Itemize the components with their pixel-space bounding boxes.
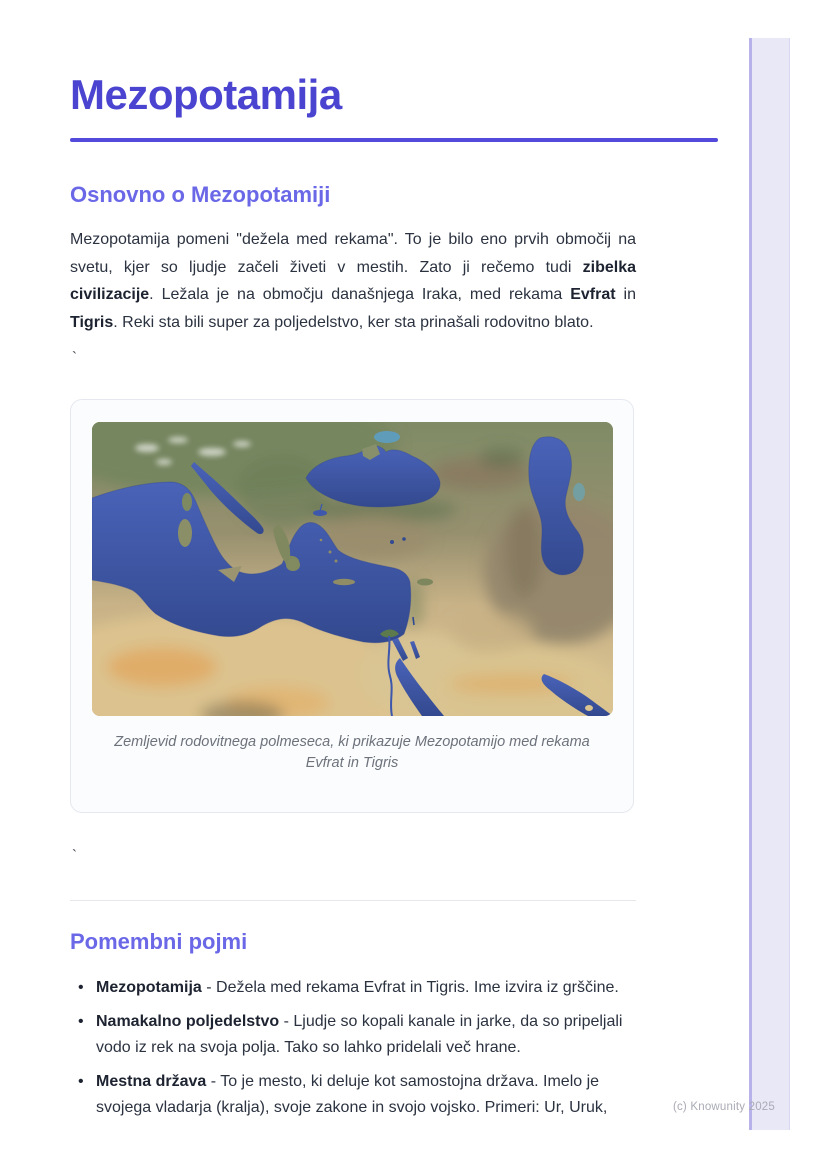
intro-run-bold: Tigris: [70, 313, 114, 331]
term-name: Mestna država: [96, 1073, 207, 1090]
intro-run: Mezopotamija pomeni "dežela med rekama". To je bilo eno prvih območij na svetu, kjer so ljudje začeli živeti v mestih. Zato ji rečemo tudi: [70, 231, 636, 276]
page-edge-strip: [749, 38, 790, 1130]
list-item: [78, 975, 636, 1001]
copyright-watermark: (c) Knowunity 2025: [672, 1101, 775, 1113]
intro-run: . Reki sta bili super za poljedelstvo, ker sta prinašali rodovitno blato.: [113, 313, 594, 331]
term-name: Mezopotamija: [96, 979, 202, 996]
bullet-glyph: •: [78, 1073, 84, 1090]
intro-run: . Ležala je na območju današnjega Iraka, med rekama: [149, 286, 571, 303]
list-item: [78, 1009, 636, 1061]
section-divider: [70, 900, 636, 901]
intro-run-bold: Evfrat: [570, 286, 616, 303]
terms-list: [70, 975, 636, 1121]
intro-run-bold: zibelka civilizacije: [70, 258, 636, 303]
section-heading-osnovno: Osnovno o Mezopotamiji: [70, 182, 331, 207]
term-desc: - Ljudje so kopali kanale in jarke, da so pripeljali vodo iz rek na svoja polja. Tako so lahko pridelali več hrane.: [96, 1013, 623, 1056]
list-item: [78, 1069, 636, 1121]
figure-caption: Zemljevid rodovitnega polmeseca, ki prikazuje Mezopotamijo med rekama Evfrat in Tigris: [114, 734, 590, 771]
term-name: Namakalno poljedelstvo: [96, 1013, 280, 1030]
figure-card: [70, 399, 634, 813]
stray-backtick-mark: `: [72, 349, 77, 366]
term-desc: - To je mesto, ki deluje kot samostojna država. Imelo je svojega vladarja (kralja), svoje zakone in svojo vojsko. Primeri: Ur, Uruk,: [96, 1073, 608, 1116]
title-divider-rule: [70, 138, 718, 142]
term-desc: - Dežela med rekama Evfrat in Tigris. Ime izvira iz grščine.: [201, 979, 619, 996]
map-image: [92, 422, 613, 716]
section-heading-pojmi: Pomembni pojmi: [70, 929, 248, 954]
stray-backtick-mark-2: `: [72, 847, 77, 864]
document-content: [70, 0, 718, 1129]
page-title: Mezopotamija: [70, 71, 342, 118]
intro-paragraph: [70, 226, 636, 336]
text-column: [70, 226, 636, 1121]
intro-run: in: [615, 286, 636, 303]
bullet-glyph: •: [78, 979, 84, 996]
bullet-glyph: •: [78, 1013, 84, 1030]
satellite-map-graphic: [92, 422, 613, 716]
